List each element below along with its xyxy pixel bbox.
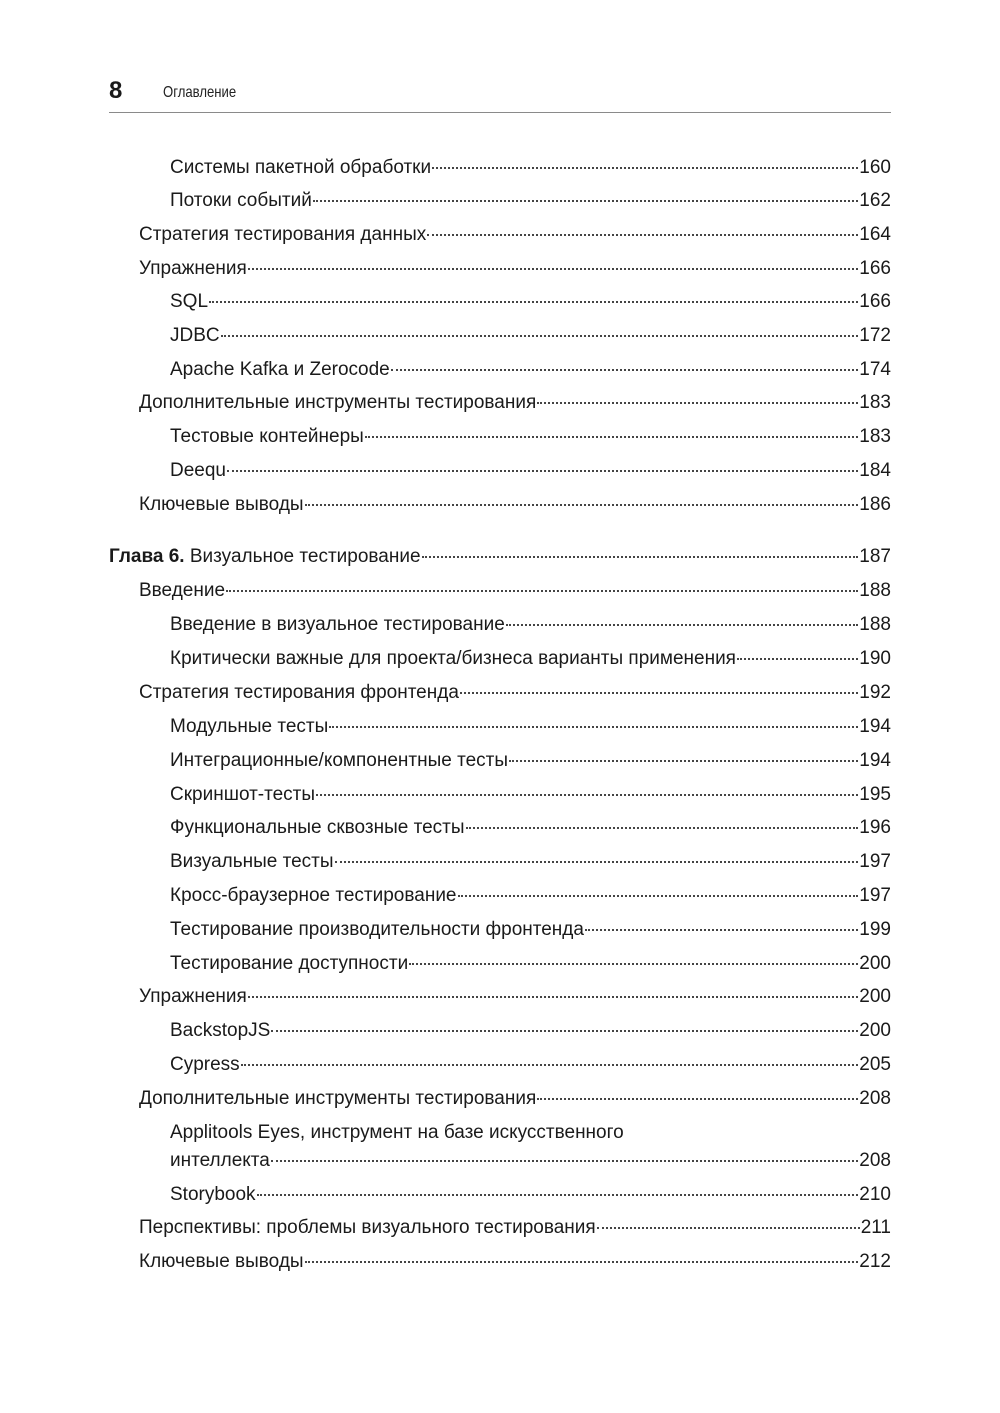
dot-leader <box>316 794 858 796</box>
toc-page-number: 186 <box>859 494 891 515</box>
toc-entry-title <box>170 156 431 180</box>
toc-entry-title <box>170 783 315 807</box>
page-number: 8 <box>109 77 123 104</box>
toc-page-number: 197 <box>859 851 891 872</box>
dot-leader <box>248 268 858 270</box>
dot-leader <box>737 658 858 660</box>
dot-leader <box>460 692 858 694</box>
toc-page-number: 200 <box>859 953 891 974</box>
toc-line <box>139 223 891 247</box>
toc-line <box>139 391 891 415</box>
toc-entry-text: Стратегия тестирования данных <box>139 224 427 245</box>
toc-entry-text: Тестирование производительности фронтенда <box>170 919 584 940</box>
dot-leader <box>506 624 859 626</box>
toc-line <box>170 1053 891 1077</box>
dot-leader <box>597 1227 860 1229</box>
dot-leader <box>466 827 859 829</box>
dot-leader <box>227 470 858 472</box>
dot-leader <box>329 726 858 728</box>
toc-line <box>139 493 891 517</box>
running-title: Оглавление <box>163 84 237 101</box>
dot-leader <box>537 402 858 404</box>
dot-leader <box>221 335 859 337</box>
toc-entry-text: JDBC <box>170 325 220 346</box>
toc-page-number: 184 <box>859 460 891 481</box>
toc-line <box>170 290 891 314</box>
toc-line <box>139 985 891 1009</box>
dot-leader <box>209 301 858 303</box>
toc-line <box>170 425 891 449</box>
toc-entry-text: Кросс-браузерное тестирование <box>170 885 457 906</box>
toc-line <box>139 257 891 281</box>
toc-entry-text: Упражнения <box>139 258 247 279</box>
toc-entry-text: Скриншот-тесты <box>170 784 316 805</box>
toc-entry-title <box>139 493 304 517</box>
toc-entry-text: BackstopJS <box>170 1020 271 1041</box>
dot-leader <box>427 234 858 236</box>
toc-entry-text: Упражнения <box>139 986 247 1007</box>
toc-line <box>170 1183 891 1207</box>
toc-entry-title <box>170 918 584 942</box>
toc-entry-title <box>170 647 736 671</box>
toc-line <box>139 1216 891 1240</box>
toc-line <box>139 681 891 705</box>
dot-leader <box>248 996 858 998</box>
toc-page-number: 200 <box>859 1020 891 1041</box>
toc-line <box>170 1019 891 1043</box>
toc-page-number: 195 <box>859 784 891 805</box>
toc-entry-text: Тестовые контейнеры <box>170 426 364 447</box>
running-header <box>109 76 891 113</box>
toc-entry-text: Стратегия тестирования фронтенда <box>139 682 459 703</box>
toc-entry-text: Дополнительные инструменты тестирования <box>139 1088 537 1109</box>
toc-entry-title <box>139 681 459 705</box>
toc-page-number: 174 <box>859 359 891 380</box>
toc-page-number: 190 <box>859 648 891 669</box>
dot-leader <box>305 1261 859 1263</box>
dot-leader <box>458 895 859 897</box>
toc-entry-title <box>170 1149 270 1173</box>
toc-page-number: 199 <box>859 919 891 940</box>
dot-leader <box>509 760 858 762</box>
dot-leader <box>409 963 858 965</box>
toc-line <box>139 1087 891 1111</box>
toc-entry-title <box>170 613 505 637</box>
toc-entry-text: Модульные тесты <box>170 716 329 737</box>
dot-leader <box>391 369 859 371</box>
dot-leader <box>241 1064 859 1066</box>
toc-entry-title-line1: Applitools Eyes, инструмент на базе искусственного <box>170 1122 624 1143</box>
toc-entry-text: SQL <box>170 291 209 312</box>
toc-entry-title <box>170 324 220 348</box>
toc-entry-title <box>139 257 247 281</box>
toc-entry-text: Введение <box>139 580 226 601</box>
chapter-label: Глава 6. <box>109 546 185 567</box>
toc-entry-title <box>170 425 364 449</box>
dot-leader <box>335 861 859 863</box>
toc-page-number: 164 <box>859 224 891 245</box>
toc-page-number: 200 <box>859 986 891 1007</box>
toc-line <box>170 918 891 942</box>
toc-line <box>170 816 891 840</box>
dot-leader <box>271 1160 858 1162</box>
toc-entry-text: Ключевые выводы <box>139 494 304 515</box>
toc-page-number: 183 <box>859 426 891 447</box>
toc-page-number: 196 <box>859 817 891 838</box>
toc-entry-title <box>170 459 226 483</box>
toc-entry-title <box>170 290 208 314</box>
toc-entry-title <box>170 850 334 874</box>
toc-line <box>109 545 891 569</box>
toc-page-number: 208 <box>859 1150 891 1171</box>
toc-entry-text: Интеграционные/компонентные тесты <box>170 750 508 771</box>
toc-line <box>139 1250 891 1274</box>
toc-entry-title <box>170 816 465 840</box>
toc-page-number: 160 <box>859 157 891 178</box>
toc-line <box>170 324 891 348</box>
toc-entry-text: Функциональные сквозные тесты <box>170 817 465 838</box>
toc-entry-text: Критически важные для проекта/бизнеса варианты применения <box>170 648 736 669</box>
toc-entry-title <box>139 1250 304 1274</box>
toc-entry-text: Потоки событий <box>170 190 312 211</box>
dot-leader <box>422 556 859 558</box>
toc-line <box>170 156 891 180</box>
toc-page-number: 212 <box>859 1251 891 1272</box>
toc-page-number: 188 <box>859 614 891 635</box>
dot-leader <box>537 1098 858 1100</box>
toc-entry-title <box>139 391 536 415</box>
toc-line <box>170 850 891 874</box>
toc-page-number: 166 <box>859 258 891 279</box>
toc-entry-text: Тестирование доступности <box>170 953 409 974</box>
toc-entry-text: Cypress <box>170 1054 240 1075</box>
toc-page-number: 192 <box>859 682 891 703</box>
toc-entry-text: Deequ <box>170 460 226 481</box>
toc-entry-text: Apache Kafka и Zerocode <box>170 359 390 380</box>
toc-entry-text: Системы пакетной обработки <box>170 157 432 178</box>
dot-leader <box>226 590 858 592</box>
toc-page-number: 162 <box>859 190 891 211</box>
dot-leader <box>585 929 858 931</box>
toc-entry-title <box>170 189 312 213</box>
toc-entry-title <box>170 1053 240 1077</box>
toc-page-number: 208 <box>859 1088 891 1109</box>
dot-leader <box>365 436 859 438</box>
dot-leader <box>271 1030 858 1032</box>
toc-entry-title <box>139 223 426 247</box>
toc-entry-title <box>170 1019 270 1043</box>
toc-entry-title <box>170 1183 256 1207</box>
toc-entry-text: Введение в визуальное тестирование <box>170 614 505 635</box>
toc-entry-title <box>139 1216 596 1240</box>
toc-entry-text: Storybook <box>170 1184 256 1205</box>
toc-line <box>170 783 891 807</box>
toc-page-number: 205 <box>859 1054 891 1075</box>
toc-entry-title <box>170 358 390 382</box>
toc-line <box>170 189 891 213</box>
toc-line <box>170 1149 891 1173</box>
toc-page-number: 211 <box>860 1217 891 1238</box>
toc-entry-text: Визуальные тесты <box>170 851 334 872</box>
toc-entry-title <box>139 985 247 1009</box>
toc-line <box>170 647 891 671</box>
dot-leader <box>313 200 858 202</box>
toc-entry-text: Ключевые выводы <box>139 1251 304 1272</box>
toc-line <box>170 749 891 773</box>
toc-entry-text: Перспективы: проблемы визуального тестирования <box>139 1217 596 1238</box>
toc-line <box>170 884 891 908</box>
toc-line <box>139 579 891 603</box>
toc-entry-title <box>139 1087 536 1111</box>
toc-entry-title <box>170 884 457 908</box>
toc-entry-title <box>170 749 508 773</box>
toc-page-number: 172 <box>859 325 891 346</box>
toc-page-number: 166 <box>859 291 891 312</box>
toc-page-number: 183 <box>859 392 891 413</box>
toc-line <box>170 613 891 637</box>
toc-line <box>170 952 891 976</box>
toc-entry-title <box>109 545 421 569</box>
toc-line <box>170 715 891 739</box>
toc-entry-text: Визуальное тестирование <box>189 546 421 567</box>
toc-line <box>170 358 891 382</box>
toc-entry-text: интеллекта <box>170 1150 270 1171</box>
toc-entry-text: Дополнительные инструменты тестирования <box>139 392 537 413</box>
toc-page-number: 210 <box>859 1184 891 1205</box>
toc-entry-title <box>170 715 328 739</box>
dot-leader <box>257 1194 859 1196</box>
toc-page-number: 194 <box>859 750 891 771</box>
toc-page-number: 194 <box>859 716 891 737</box>
dot-leader <box>305 504 859 506</box>
toc-line <box>170 459 891 483</box>
toc-entry-title <box>139 579 225 603</box>
toc-entry-title <box>170 952 408 976</box>
toc-page-number: 188 <box>859 580 891 601</box>
dot-leader <box>432 167 858 169</box>
toc-page-number: 187 <box>859 546 891 567</box>
toc-page-number: 197 <box>859 885 891 906</box>
